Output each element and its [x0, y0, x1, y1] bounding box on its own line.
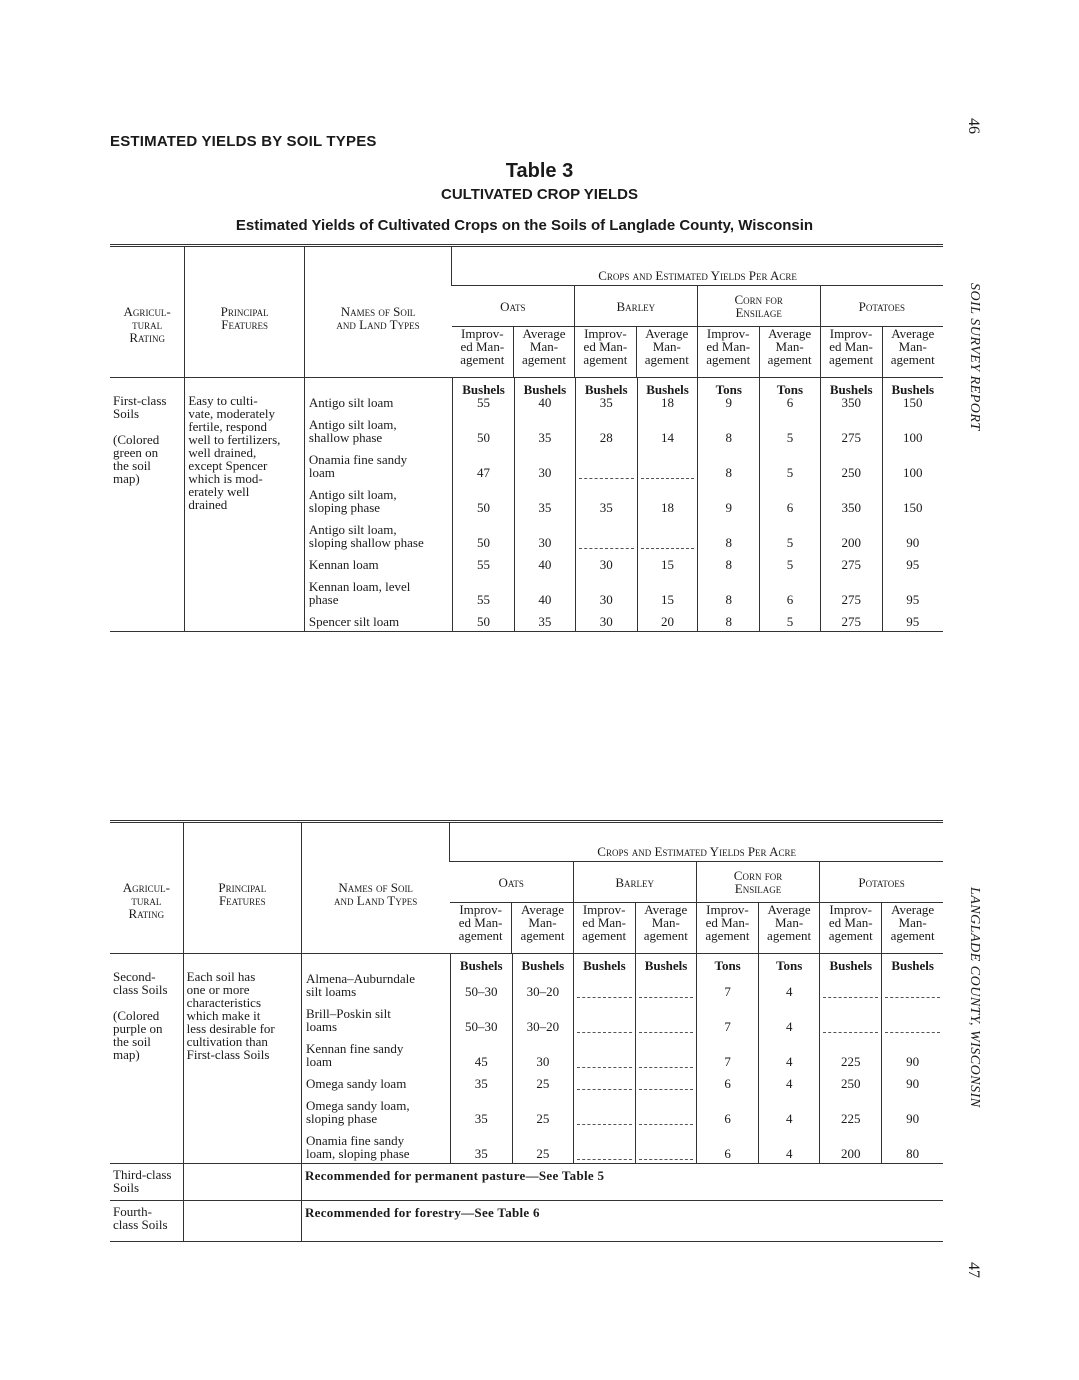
unit-label: Bushels: [575, 378, 637, 396]
soil-name: [305, 514, 453, 549]
empty-dash: [577, 1116, 632, 1125]
empty-dash: [885, 1024, 940, 1033]
table-row: [302, 1125, 943, 1160]
yield-cell: 35: [514, 409, 575, 444]
table-row: [305, 549, 943, 571]
soil-name-line: shallow phase: [308, 430, 383, 445]
soil-name-line: loam: [308, 465, 335, 480]
header-average: Average Man- agement: [635, 903, 696, 954]
table-title: Table 3: [505, 160, 574, 182]
soil-name-line: loams: [305, 1019, 338, 1034]
soil-name: [302, 972, 450, 998]
empty-dash: [823, 1024, 878, 1033]
yield-cell: [635, 1068, 696, 1090]
fourth-class-rating: Fourth- class Soils: [113, 1204, 168, 1232]
yield-cell: [573, 1033, 635, 1068]
header-average: Average Man- agement: [759, 903, 820, 954]
yield-cell: 8: [698, 606, 760, 628]
header-rating: Agricul- tural Rating: [122, 880, 170, 921]
yield-cell: 8: [698, 571, 760, 606]
header-barley: Barley: [574, 286, 697, 327]
yield-cell: 30: [514, 444, 575, 479]
yield-cell: 7: [697, 972, 759, 998]
yield-cell: [573, 998, 635, 1033]
table-row: [302, 1090, 943, 1125]
unit-label: Bushels: [512, 954, 573, 972]
table-row: [305, 606, 943, 628]
first-class-features: Easy to culti- vate, moderately fertile, respond well to fertilizers, well drained, except Spencer which is mod- erately well drained: [185, 378, 305, 632]
soil-name-line: Kennan loam, level: [308, 579, 411, 594]
yield-cell: 4: [759, 1068, 820, 1090]
table-row: [305, 409, 943, 444]
yield-cell: 90: [882, 514, 943, 549]
empty-dash: [577, 1059, 632, 1068]
empty-dash: [579, 470, 634, 479]
header-improved: Improv- ed Man- agement: [458, 902, 503, 943]
unit-label: Tons: [698, 378, 760, 396]
soil-name-line: Antigo silt loam,: [308, 522, 397, 537]
yield-cell: 7: [697, 998, 759, 1033]
soil-name-line: loam, sloping phase: [305, 1146, 410, 1161]
yield-cell: [820, 998, 882, 1033]
yield-cell: 25: [512, 1090, 573, 1125]
yield-cell: 8: [698, 409, 760, 444]
yield-cell: 275: [820, 549, 882, 571]
empty-dash: [577, 1024, 632, 1033]
yield-cell: 30–20: [512, 998, 573, 1033]
yield-cell: 275: [820, 606, 882, 628]
soil-name-line: Antigo silt loam,: [308, 417, 397, 432]
yield-cell: 275: [820, 409, 882, 444]
yield-cell: 90: [882, 1090, 943, 1125]
header-improved: Improv- ed Man- agement: [820, 327, 882, 378]
yield-cell: 90: [882, 1033, 943, 1068]
soil-name: [302, 998, 450, 1033]
second-class-rows: [301, 954, 943, 1164]
unit-label: Bushels: [820, 378, 882, 396]
yield-cell: 5: [760, 409, 821, 444]
soil-name: [305, 571, 453, 606]
header-improved: Improv- ed Man- agement: [574, 327, 636, 378]
yield-cell: [635, 1090, 696, 1125]
yield-cell: 45: [450, 1033, 512, 1068]
yield-cell: 30: [575, 549, 637, 571]
empty-dash: [639, 1059, 693, 1068]
yield-cell: 95: [882, 606, 943, 628]
yield-cell: [573, 1068, 635, 1090]
soil-name: [305, 444, 453, 479]
unit-label: Tons: [760, 378, 821, 396]
soil-name-line: Omega sandy loam,: [305, 1098, 410, 1113]
yield-cell: 5: [760, 514, 821, 549]
yield-cell: 200: [820, 514, 882, 549]
header-crops-group: Crops and Estimated Yields Per Acre: [452, 246, 943, 286]
yield-cell: 35: [450, 1125, 512, 1160]
unit-label: Bushels: [573, 954, 635, 972]
table-row: [302, 998, 943, 1033]
yield-cell: 40: [514, 549, 575, 571]
yield-cell: 18: [637, 479, 698, 514]
unit-label: Bushels: [882, 378, 943, 396]
soil-name: [305, 549, 453, 571]
empty-dash: [885, 989, 940, 998]
yield-cell: 35: [575, 479, 637, 514]
yield-cell: [635, 1125, 696, 1160]
yield-cell: 9: [698, 479, 760, 514]
soil-name-line: sloping shallow phase: [308, 535, 424, 550]
empty-dash: [577, 1151, 632, 1160]
yield-cell: 9: [698, 396, 760, 409]
table-row: [302, 972, 943, 998]
yield-cell: 4: [759, 1033, 820, 1068]
yield-cell: 15: [637, 549, 698, 571]
yield-cell: [635, 998, 696, 1033]
soil-rows-grid: [305, 378, 943, 631]
unit-label: Bushels: [514, 378, 575, 396]
empty-dash: [639, 1081, 693, 1090]
yield-cell: 20: [637, 606, 698, 628]
unit-label: Bushels: [882, 954, 943, 972]
header-average: Average Man- agement: [882, 903, 943, 954]
soil-rows-grid: [302, 954, 943, 1163]
header-average: Average Man- agement: [512, 903, 573, 954]
yield-cell: [635, 972, 696, 998]
header-average: Average Man- agement: [636, 327, 697, 378]
empty-dash: [577, 989, 632, 998]
header-improved: Improv- ed Man- agement: [820, 903, 882, 954]
yield-cell: 40: [514, 396, 575, 409]
empty-dash: [639, 1151, 693, 1160]
yield-cell: [882, 998, 943, 1033]
yield-cell: 35: [450, 1068, 512, 1090]
header-improved: Improv- ed Man- agement: [573, 903, 635, 954]
empty-dash: [823, 989, 878, 998]
header-corn: Corn for Ensilage: [697, 286, 820, 327]
yield-cell: 4: [759, 998, 820, 1033]
yield-cell: 7: [697, 1033, 759, 1068]
yield-cell: 6: [760, 571, 821, 606]
first-class-rating: First-class Soils (Colored green on the soil map): [113, 393, 167, 486]
fourth-class-note: Recommended for forestry—See Table 6: [301, 1201, 943, 1242]
third-class-rating: Third-class Soils: [113, 1167, 172, 1195]
yield-cell: [573, 1090, 635, 1125]
yield-cell: 35: [514, 479, 575, 514]
soil-name-line: Antigo silt loam: [308, 395, 394, 410]
yield-cell: 350: [820, 479, 882, 514]
yield-cell: 8: [698, 514, 760, 549]
table-row: [305, 396, 943, 409]
third-class-note: Recommended for permanent pasture—See Table 5: [301, 1164, 943, 1201]
page-number-top: 46: [965, 118, 982, 134]
yield-cell: 30: [512, 1033, 573, 1068]
header-crops-group: Crops and Estimated Yields Per Acre: [450, 822, 943, 862]
header-improved: Improv- ed Man- agement: [460, 326, 505, 367]
yield-cell: 8: [698, 444, 760, 479]
table-row: [305, 514, 943, 549]
empty-dash: [639, 1116, 693, 1125]
yield-cell: 250: [820, 444, 882, 479]
table-subtitle: CULTIVATED CROP YIELDS: [441, 186, 638, 203]
yield-cell: 30: [514, 514, 575, 549]
header-improved: Improv- ed Man- agement: [697, 327, 759, 378]
yield-cell: [820, 972, 882, 998]
yield-cell: 40: [514, 571, 575, 606]
yield-cell: 80: [882, 1125, 943, 1160]
yield-cell: 14: [637, 409, 698, 444]
second-class-rating: Second- class Soils (Colored purple on the soil map): [113, 969, 168, 1062]
yield-cell: 90: [882, 1068, 943, 1090]
header-potatoes: Potatoes: [820, 862, 943, 903]
unit-label: Tons: [697, 954, 759, 972]
soil-name-line: sloping phase: [308, 500, 381, 515]
soil-name: [305, 409, 453, 444]
header-names: Names of Soil and Land Types: [304, 246, 451, 378]
yield-cell: 225: [820, 1033, 882, 1068]
header-features: Principal Features: [185, 246, 305, 378]
empty-dash: [639, 1024, 693, 1033]
yield-cell: 47: [453, 444, 515, 479]
yield-cell: 150: [882, 396, 943, 409]
unit-label: Bushels: [635, 954, 696, 972]
soil-name: [305, 606, 453, 628]
yield-cell: 35: [514, 606, 575, 628]
soil-name-line: phase: [308, 592, 339, 607]
yield-cell: [575, 444, 637, 479]
header-features: Principal Features: [183, 822, 301, 954]
header-rating: Agricul- tural Rating: [123, 304, 171, 345]
yield-cell: 8: [698, 549, 760, 571]
yield-cell: 50–30: [450, 972, 512, 998]
unit-label: Tons: [759, 954, 820, 972]
soil-name-line: Onamia fine sandy: [305, 1133, 405, 1148]
yield-cell: 6: [697, 1090, 759, 1125]
table-caption: Estimated Yields of Cultivated Crops on the Soils of Langlade County, Wisconsin: [235, 217, 814, 234]
soil-name: [302, 1125, 450, 1160]
header-average: Average Man- agement: [882, 327, 943, 378]
yield-cell: [637, 444, 698, 479]
yield-cell: 25: [512, 1068, 573, 1090]
yield-cell: 15: [637, 571, 698, 606]
yield-cell: 18: [637, 396, 698, 409]
yield-cell: 6: [760, 396, 821, 409]
empty-dash: [577, 1081, 632, 1090]
yield-cell: [573, 972, 635, 998]
yield-cell: 4: [759, 1125, 820, 1160]
empty-dash: [579, 540, 634, 549]
yield-cell: 95: [882, 571, 943, 606]
unit-label: Bushels: [450, 954, 512, 972]
yield-cell: 5: [760, 606, 821, 628]
yield-cell: 100: [882, 444, 943, 479]
yield-cell: 55: [453, 549, 515, 571]
unit-label: Bushels: [453, 378, 515, 396]
yield-cell: 50: [453, 606, 515, 628]
header-barley: Barley: [573, 862, 696, 903]
yield-cell: 50: [453, 409, 515, 444]
soil-name-line: Spencer silt loam: [308, 614, 400, 629]
soil-name-line: Antigo silt loam,: [308, 487, 397, 502]
soil-name: [305, 396, 453, 409]
yield-cell: 55: [453, 396, 515, 409]
yield-cell: 6: [697, 1125, 759, 1160]
soil-name: [302, 1090, 450, 1125]
yield-cell: 250: [820, 1068, 882, 1090]
table-row: [302, 1033, 943, 1068]
yield-cell: [882, 972, 943, 998]
page-number-bottom: 47: [965, 1262, 982, 1278]
header-oats: Oats: [450, 862, 573, 903]
yield-cell: 225: [820, 1090, 882, 1125]
yield-cell: 4: [759, 972, 820, 998]
yield-cell: 5: [760, 549, 821, 571]
soil-name: [302, 1068, 450, 1090]
header-oats: Oats: [452, 286, 575, 327]
soil-name-line: Brill–Poskin silt: [305, 1006, 391, 1021]
empty-dash: [641, 470, 695, 479]
soil-name-line: loam: [305, 1054, 332, 1069]
second-class-features: Each soil has one or more characteristics which make it less desirable for cultivation than First-class Soils: [183, 954, 301, 1164]
yield-cell: 275: [820, 571, 882, 606]
yield-cell: 6: [760, 479, 821, 514]
fourth-class-features: [183, 1201, 301, 1242]
yield-cell: 30: [575, 571, 637, 606]
yield-cell: 35: [450, 1090, 512, 1125]
soil-name-line: Almena–Auburndale: [305, 971, 415, 986]
unit-label: Bushels: [637, 378, 698, 396]
running-head: ESTIMATED YIELDS BY SOIL TYPES: [110, 133, 377, 150]
header-potatoes: Potatoes: [820, 286, 943, 327]
soil-name-line: Kennan fine sandy: [305, 1041, 404, 1056]
yield-cell: 50: [453, 479, 515, 514]
yield-cell: 30: [575, 606, 637, 628]
unit-label: Bushels: [820, 954, 882, 972]
yield-table-first-class: [110, 244, 943, 632]
yield-cell: 25: [512, 1125, 573, 1160]
first-class-rows: [304, 378, 943, 632]
yield-cell: 150: [882, 479, 943, 514]
yield-cell: [573, 1125, 635, 1160]
yield-cell: 28: [575, 409, 637, 444]
third-class-features: [183, 1164, 301, 1201]
yield-cell: 200: [820, 1125, 882, 1160]
yield-cell: 55: [453, 571, 515, 606]
yield-cell: 50: [453, 514, 515, 549]
soil-name-line: Omega sandy loam: [305, 1076, 407, 1091]
header-improved: Improv- ed Man- agement: [696, 903, 758, 954]
side-title-top: SOIL SURVEY REPORT: [967, 283, 982, 431]
yield-cell: 30–20: [512, 972, 573, 998]
yield-cell: 95: [882, 549, 943, 571]
yield-cell: 6: [697, 1068, 759, 1090]
yield-cell: [637, 514, 698, 549]
table-row: [302, 1068, 943, 1090]
table-row: [305, 444, 943, 479]
yield-table-second-class: [110, 820, 943, 1242]
yield-cell: 100: [882, 409, 943, 444]
header-corn: Corn for Ensilage: [696, 862, 819, 903]
soil-name-line: sloping phase: [305, 1111, 378, 1126]
yield-cell: [635, 1033, 696, 1068]
empty-dash: [641, 540, 695, 549]
header-average: Average Man- agement: [514, 327, 575, 378]
yield-cell: 5: [760, 444, 821, 479]
yield-cell: 4: [759, 1090, 820, 1125]
soil-name: [302, 1033, 450, 1068]
soil-name-line: Kennan loam: [308, 557, 379, 572]
yield-cell: [575, 514, 637, 549]
soil-name-line: silt loams: [305, 984, 357, 999]
yield-cell: 35: [575, 396, 637, 409]
yield-cell: 350: [820, 396, 882, 409]
empty-dash: [639, 989, 693, 998]
table-row: [305, 479, 943, 514]
header-average: Average Man- agement: [759, 327, 820, 378]
side-title-bottom: LANGLADE COUNTY, WISCONSIN: [967, 887, 982, 1108]
soil-name-line: Onamia fine sandy: [308, 452, 408, 467]
table-row: [305, 571, 943, 606]
soil-name: [305, 479, 453, 514]
yield-cell: 50–30: [450, 998, 512, 1033]
header-names: Names of Soil and Land Types: [301, 822, 449, 954]
